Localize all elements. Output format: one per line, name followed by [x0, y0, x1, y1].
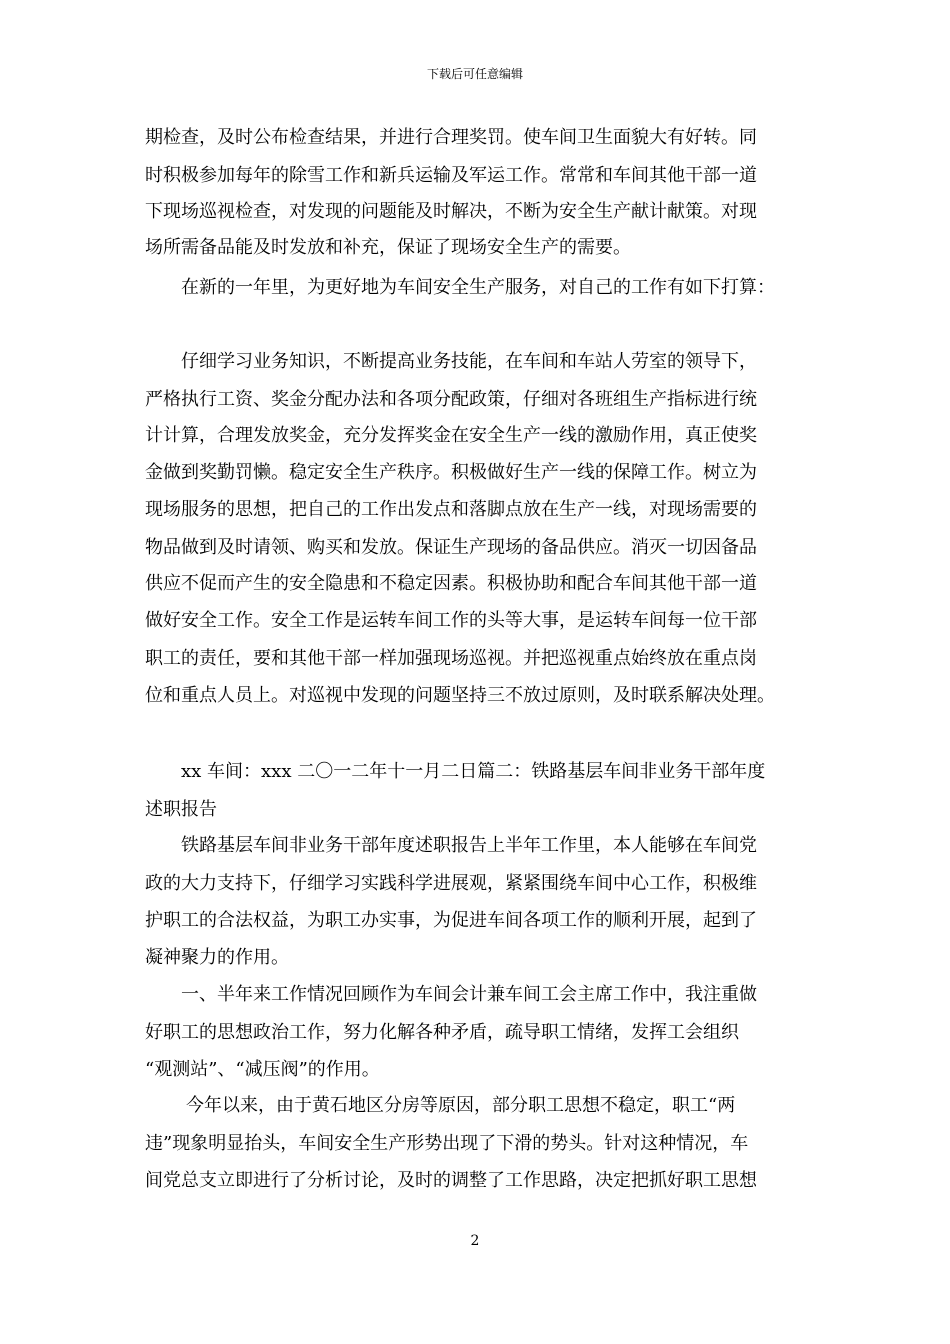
- body-line: 供应不促而产生的安全隐患和不稳定因素。积极协助和配合车间其他干部一道: [145, 573, 757, 594]
- body-line: 期检查，及时公布检查结果，并进行合理奖罚。使车间卫生面貌大有好转。同: [145, 127, 757, 148]
- body-line: 好职工的思想政治工作，努力化解各种矛盾，疏导职工情绪，发挥工会组织: [145, 1022, 739, 1043]
- body-line: 位和重点人员上。对巡视中发现的问题坚持三不放过原则，及时联系解决处理。: [145, 685, 775, 706]
- page-header: 下载后可任意编辑: [426, 67, 523, 81]
- body-line: 铁路基层车间非业务干部年度述职报告上半年工作里，本人能够在车间党: [181, 835, 757, 856]
- body-line: 间党总支立即进行了分析讨论，及时的调整了工作思路，决定把抓好职工思想: [145, 1170, 757, 1191]
- body-line: “观测站”、“减压阀”的作用。: [145, 1059, 380, 1080]
- body-line: 述职报告: [145, 799, 217, 820]
- body-line: 做好安全工作。安全工作是运转车间工作的头等大事，是运转车间每一位干部: [145, 610, 757, 631]
- body-line: xx 车间：xxx 二〇一二年十一月二日篇二：铁路基层车间非业务干部年度: [181, 761, 766, 782]
- body-line: 仔细学习业务知识，不断提高业务技能，在车间和车站人劳室的领导下，: [181, 351, 757, 372]
- body-line: 护职工的合法权益，为职工办实事，为促进车间各项工作的顺利开展，起到了: [145, 910, 757, 931]
- body-line: 下现场巡视检查，对发现的问题能及时解决，不断为安全生产献计献策。对现: [145, 201, 757, 222]
- body-line: 场所需备品能及时发放和补充，保证了现场安全生产的需要。: [145, 237, 631, 258]
- body-line: 现场服务的思想，把自己的工作出发点和落脚点放在生产一线，对现场需要的: [145, 499, 757, 520]
- page-number: 2: [470, 1233, 480, 1249]
- body-line: 今年以来，由于黄石地区分房等原因，部分职工思想不稳定，职工“两: [186, 1095, 736, 1116]
- body-line: 在新的一年里，为更好地为车间安全生产服务，对自己的工作有如下打算：: [181, 277, 775, 298]
- body-line: 违”现象明显抬头，车间安全生产形势出现了下滑的势头。针对这种情况，车: [145, 1133, 749, 1154]
- body-line: 凝神聚力的作用。: [145, 947, 289, 968]
- body-line: 计计算，合理发放奖金，充分发挥奖金在安全生产一线的激励作用，真正使奖: [145, 425, 757, 446]
- body-line: 职工的责任，要和其他干部一样加强现场巡视。并把巡视重点始终放在重点岗: [145, 648, 757, 669]
- body-line: 时积极参加每年的除雪工作和新兵运输及军运工作。常常和车间其他干部一道: [145, 165, 757, 186]
- body-line: 严格执行工资、奖金分配办法和各项分配政策，仔细对各班组生产指标进行统: [145, 389, 757, 410]
- body-line: 政的大力支持下，仔细学习实践科学进展观，紧紧围绕车间中心工作，积极维: [145, 873, 757, 894]
- body-line: 金做到奖勤罚懒。稳定安全生产秩序。积极做好生产一线的保障工作。树立为: [145, 462, 757, 483]
- body-line: 物品做到及时请领、购买和发放。保证生产现场的备品供应。消灭一切因备品: [145, 537, 757, 558]
- body-line: 一、半年来工作情况回顾作为车间会计兼车间工会主席工作中，我注重做: [181, 984, 757, 1005]
